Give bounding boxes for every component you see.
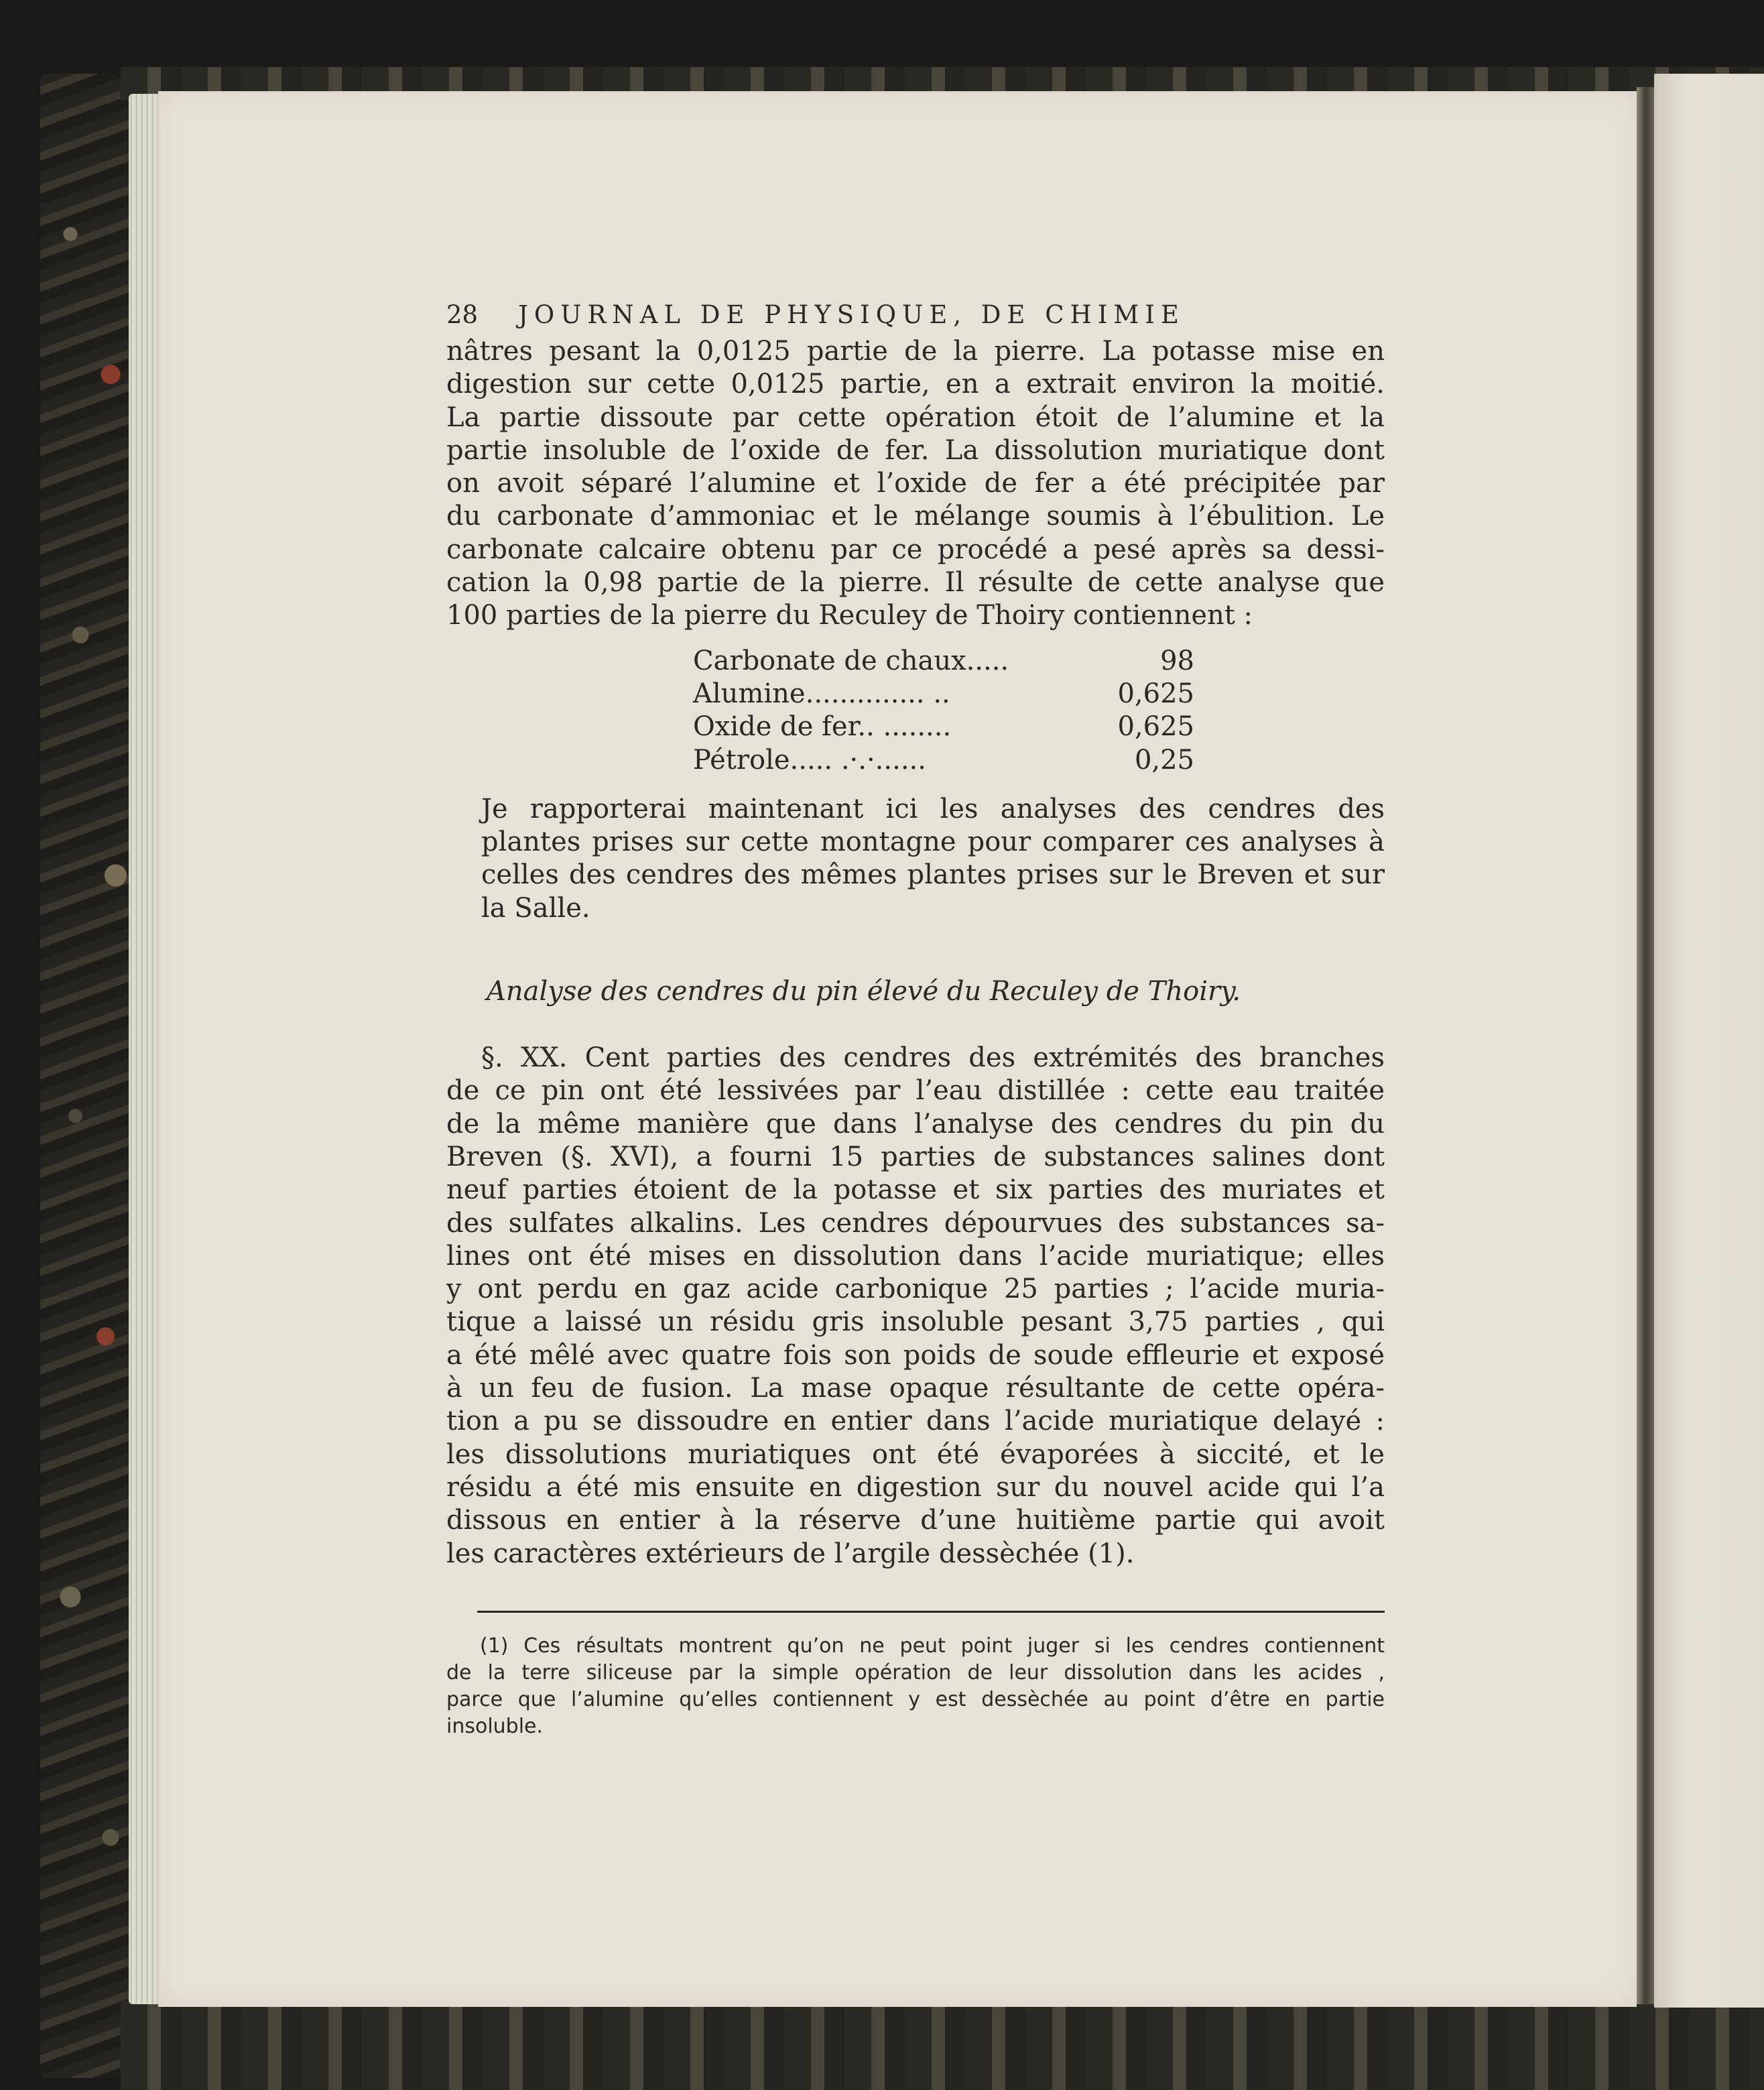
text-line: Je rapporterai maintenant ici les analyses des cendres des: [481, 793, 1385, 824]
text-line: du carbonate d’ammoniac et le mélange soumis à l’ébulition. Le: [446, 501, 1385, 532]
component-value: 98: [1160, 645, 1194, 676]
footnote-line: insoluble.: [446, 1714, 544, 1738]
text-line: les caractères extérieurs de l’argile dessèchée (1).: [446, 1538, 1135, 1569]
bottom-edge: [121, 2001, 1764, 2090]
text-line: a été mêlé avec quatre fois son poids de soude effleurie et exposé: [446, 1339, 1385, 1371]
component-value: 0,625: [1117, 711, 1194, 743]
facing-page: [1654, 74, 1764, 2008]
table-row: [693, 678, 1194, 711]
page-text: [446, 295, 1385, 1740]
text-line: à un feu de fusion. La mase opaque résultante de cette opéra-: [446, 1373, 1385, 1404]
footnote-rule: [477, 1611, 1385, 1613]
text-line: y ont perdu en gaz acide carbonique 25 parties ; l’acide muria-: [446, 1274, 1385, 1305]
text-line: plantes prises sur cette montagne pour comparer ces analyses à: [481, 826, 1385, 858]
text-line: La partie dissoute par cette opération étoit de l’alumine et la: [446, 402, 1385, 433]
text-line: les dissolutions muriatiques ont été évaporées à siccité, et le: [446, 1438, 1385, 1470]
text-line: §. XX. Cent parties des cendres des extrémités des branches: [481, 1042, 1385, 1074]
text-line: neuf parties étoient de la potasse et six parties des muriates et: [446, 1174, 1385, 1206]
text-line: tion a pu se dissoudre en entier dans l’acide muriatique delayé :: [446, 1406, 1385, 1437]
text-line: la Salle.: [481, 892, 590, 924]
table-row: [693, 645, 1194, 678]
table-row: [693, 711, 1194, 743]
text-line: carbonate calcaire obtenu par ce procédé a pesé après sa dessi-: [446, 534, 1385, 565]
text-line: digestion sur cette 0,0125 partie, en a extrait environ la moitié.: [446, 369, 1385, 400]
text-line: de la même manière que dans l’analyse des cendres du pin du: [446, 1108, 1385, 1140]
component-name: Pétrole..... .·.·......: [693, 744, 926, 776]
marbled-binding: [40, 74, 141, 2078]
component-name: Oxide de fer.. ........: [693, 711, 952, 743]
paragraph-1: [446, 335, 1385, 633]
text-line: nâtres pesant la 0,0125 partie de la pierre. La potasse mise en: [446, 336, 1385, 367]
text-line: on avoit séparé l’alumine et l’oxide de fer a été précipitée par: [446, 468, 1385, 499]
text-line: Breven (§. XVI), a fourni 15 parties de substances salines dont: [446, 1141, 1385, 1172]
running-title: JOURNAL DE PHYSIQUE, DE CHIMIE: [518, 300, 1185, 329]
text-line: lines ont été mises en dissolution dans l’acide muriatique; elles: [446, 1240, 1385, 1272]
page-number: 28: [446, 300, 479, 329]
text-line: cation la 0,98 partie de la pierre. Il résulte de cette analyse que: [446, 567, 1385, 599]
footnote: [446, 1633, 1385, 1740]
component-name: Carbonate de chaux.....: [693, 645, 1009, 676]
text-line: des sulfates alkalins. Les cendres dépourvues des substances sa-: [446, 1207, 1385, 1239]
text-line: de ce pin ont été lessivées par l’eau distillée : cette eau traitée: [446, 1075, 1385, 1107]
section-title: Analyse des cendres du pin élevé du Reculey de Thoiry.: [487, 976, 1241, 1007]
text-line: dissous en entier à la réserve d’une huitième partie qui avoit: [446, 1505, 1385, 1536]
table-row: [693, 744, 1194, 777]
gutter: [1637, 87, 1654, 2004]
component-value: 0,625: [1117, 678, 1194, 709]
text-line: résidu a été mis ensuite en digestion sur du nouvel acide qui l’a: [446, 1471, 1385, 1503]
footnote-line: (1) Ces résultats montrent qu’on ne peut point juger si les cendres contiennent: [480, 1634, 1385, 1658]
text-line: 100 parties de la pierre du Reculey de Thoiry contiennent :: [446, 600, 1253, 631]
text-line: partie insoluble de l’oxide de fer. La dissolution muriatique dont: [446, 434, 1385, 466]
text-line: tique a laissé un résidu gris insoluble pesant 3,75 parties , qui: [446, 1306, 1385, 1338]
component-value: 0,25: [1134, 744, 1194, 776]
paragraph-2: [446, 793, 1385, 925]
footnote-line: de la terre siliceuse par la simple opération de leur dissolution dans les acides ,: [446, 1660, 1385, 1684]
paragraph-3: [446, 1042, 1385, 1571]
component-name: Alumine.............. ..: [693, 678, 950, 709]
running-header: [446, 295, 1385, 335]
text-line: celles des cendres des mêmes plantes prises sur le Breven et sur: [481, 859, 1385, 891]
footnote-line: parce que l’alumine qu’elles contiennent y est dessèchée au point d’être en partie: [446, 1687, 1385, 1711]
composition-table: [693, 645, 1194, 777]
